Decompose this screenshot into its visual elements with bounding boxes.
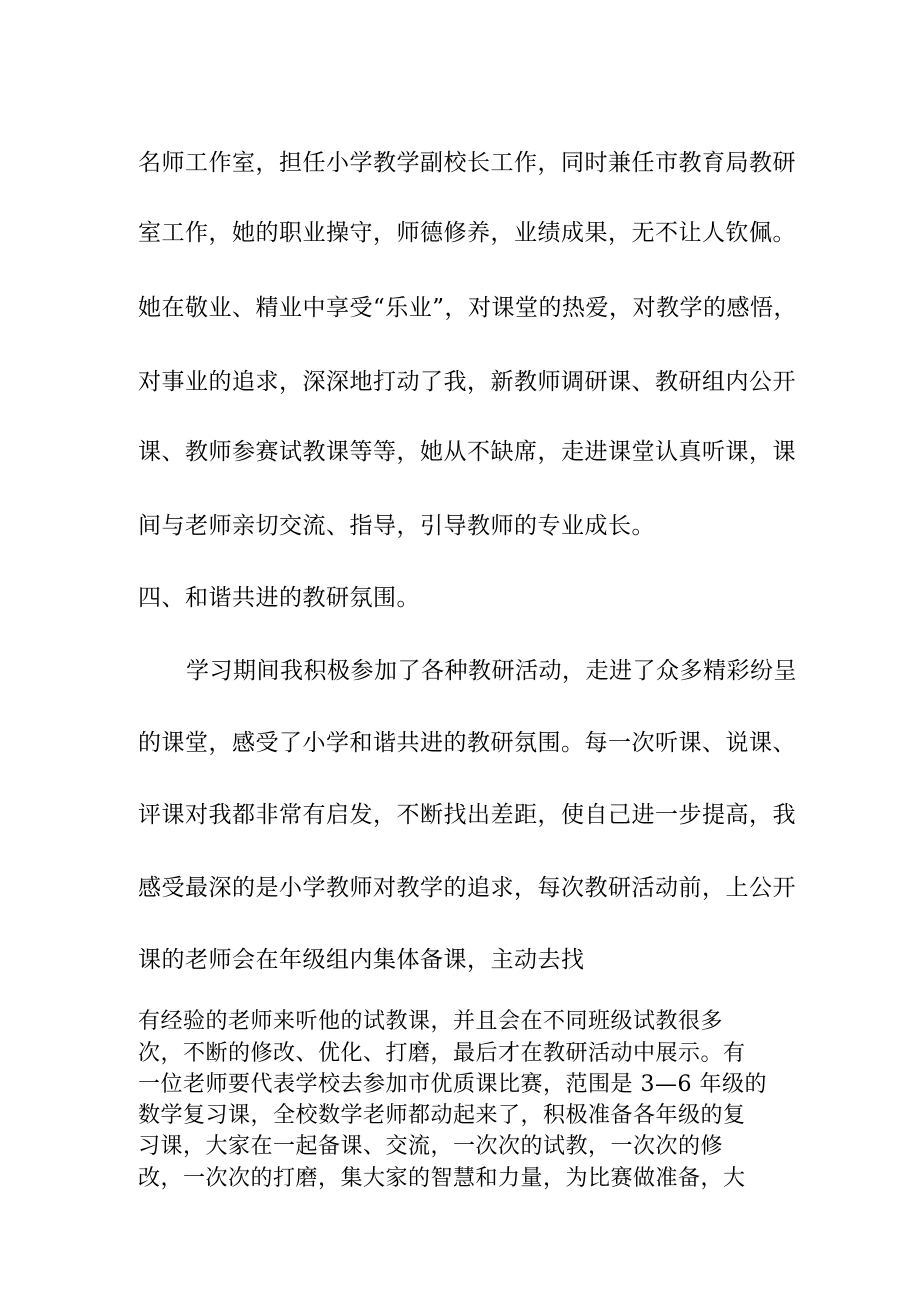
paragraph-line: 数学复习课，全校数学老师都动起来了，积极准备各年级的复 bbox=[138, 1103, 746, 1128]
paragraph-line: 感受最深的是小学教师对教学的追求，每次教研活动前，上公开 bbox=[138, 875, 796, 901]
paragraph-line: 有经验的老师来听他的试教课，并且会在不同班级试教很多 bbox=[138, 1009, 724, 1034]
paragraph-line: 名师工作室，担任小学教学副校长工作，同时兼任市教育局教研 bbox=[138, 150, 796, 176]
paragraph-line: 室工作，她的职业操守，师德修养，业绩成果，无不让人钦佩。 bbox=[138, 220, 796, 246]
paragraph-line: 次，不断的修改、优化、打磨，最后才在教研活动中展示。有 bbox=[138, 1041, 746, 1066]
paragraph-line: 学习期间我积极参加了各种教研活动，走进了众多精彩纷呈 bbox=[186, 658, 797, 684]
section-heading: 四、和谐共进的教研氛围。 bbox=[138, 585, 420, 611]
paragraph-line: 改，一次次的打磨，集大家的智慧和力量，为比赛做准备，大 bbox=[138, 1166, 746, 1191]
paragraph-line: 习课，大家在一起备课、交流，一次次的试教，一次次的修 bbox=[138, 1134, 724, 1159]
paragraph-line: 课的老师会在年级组内集体备课，主动去找 bbox=[138, 947, 585, 973]
paragraph-line: 一位老师要代表学校去参加市优质课比赛，范围是 3—6 年级的 bbox=[138, 1072, 767, 1097]
paragraph-line: 评课对我都非常有启发，不断找出差距，使自己进一步提高，我 bbox=[138, 802, 796, 828]
paragraph-line: 她在敬业、精业中享受“乐业”，对课堂的热爱，对教学的感悟， bbox=[138, 295, 798, 321]
paragraph-line: 的课堂，感受了小学和谐共进的教研氛围。每一次听课、说课、 bbox=[138, 730, 796, 756]
paragraph-line: 对事业的追求，深深地打动了我，新教师调研课、教研组内公开 bbox=[138, 369, 796, 395]
paragraph-line: 间与老师亲切交流、指导，引导教师的专业成长。 bbox=[138, 513, 655, 539]
paragraph-line: 课、教师参赛试教课等等，她从不缺席，走进课堂认真听课，课 bbox=[138, 439, 796, 465]
